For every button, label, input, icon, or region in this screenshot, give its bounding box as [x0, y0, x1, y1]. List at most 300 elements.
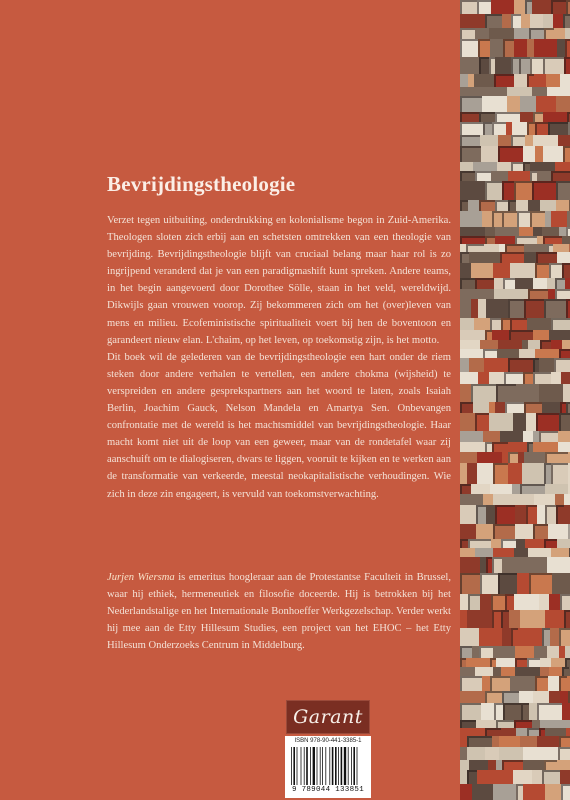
photo-building-block	[544, 539, 557, 548]
photo-building-block	[485, 747, 499, 760]
bio-text: is emeritus hoogleraar aan de Protestantse Faculteit in Brussel, waar hij ethiek, hermeneutiek en filosofie doceerde. Hij is betrokken bij het Nederlandstalige en het Internationale Bonhoeffer Werkgezelschap. Verder werkt hij mee aan de Etty Hillesum Studies, een project van het EHOC – het Etty Hillesum Onderzoeks Centrum in Middelburg.	[107, 572, 451, 652]
photo-building-block	[493, 667, 501, 676]
photo-building-block	[565, 39, 570, 57]
photo-building-block	[519, 227, 533, 236]
photo-building-block	[555, 494, 564, 505]
photo-building-block	[565, 28, 570, 39]
photo-building-block	[515, 289, 528, 299]
photo-building-block	[559, 676, 567, 691]
barcode-bar	[313, 747, 315, 785]
photo-building-block	[533, 372, 551, 384]
photo-building-block	[523, 760, 544, 770]
photo-building-block	[467, 736, 492, 747]
photo-building-block	[542, 770, 560, 784]
photo-building-block	[517, 573, 529, 594]
photo-building-block	[511, 162, 523, 171]
photo-building-block	[460, 548, 475, 557]
barcode-bar	[351, 747, 352, 785]
photo-building-block	[540, 720, 557, 728]
photo-building-block	[535, 146, 543, 162]
photo-building-block	[460, 57, 479, 74]
photo-building-block	[460, 318, 474, 330]
photo-building-block	[525, 0, 532, 14]
photo-building-block	[561, 784, 570, 800]
photo-building-block	[471, 484, 490, 494]
photo-building-block	[504, 372, 523, 384]
photo-building-block	[460, 573, 480, 594]
photo-building-block	[565, 646, 570, 658]
photo-building-block	[566, 299, 570, 318]
photo-building-block	[522, 463, 544, 484]
photo-building-block	[490, 318, 501, 330]
photo-building-block	[460, 667, 475, 676]
photo-building-block	[532, 770, 542, 784]
barcode-bar	[335, 747, 337, 785]
photo-building-block	[515, 658, 527, 667]
photo-building-block	[535, 263, 549, 278]
photo-building-block	[551, 372, 561, 384]
photo-building-block	[499, 736, 520, 747]
barcode-bar	[338, 747, 339, 785]
barcode-bar	[291, 747, 292, 785]
photo-building-block	[491, 539, 501, 548]
photo-building-block	[514, 0, 525, 14]
photo-building-block	[491, 0, 514, 14]
photo-building-block	[554, 28, 565, 39]
photo-building-block	[500, 431, 523, 442]
photo-building-block	[532, 720, 540, 728]
photo-building-block	[528, 289, 548, 299]
photo-building-block	[564, 57, 570, 74]
photo-building-block	[511, 628, 518, 646]
photo-building-block	[460, 557, 480, 573]
photo-building-block	[482, 211, 492, 227]
photo-building-block	[492, 442, 508, 452]
photo-building-block	[544, 463, 551, 484]
photo-building-block	[545, 452, 568, 463]
photo-building-block	[502, 181, 514, 200]
photo-building-block	[486, 299, 508, 318]
photo-building-block	[472, 784, 493, 800]
photo-building-block	[498, 135, 511, 146]
photo-building-block	[530, 57, 543, 74]
photo-building-block	[550, 628, 559, 646]
photo-building-block	[535, 676, 548, 691]
photo-building-block	[536, 252, 557, 263]
barcode-bar	[344, 747, 346, 785]
photo-building-block	[523, 372, 533, 384]
photo-building-block	[548, 122, 568, 135]
photo-building-block	[493, 463, 508, 484]
photo-building-block	[527, 318, 551, 330]
photo-building-block	[477, 0, 491, 14]
photo-building-block	[460, 691, 485, 703]
photo-building-block	[476, 524, 493, 539]
photo-building-block	[566, 402, 570, 413]
barcode-bar	[293, 747, 295, 785]
photo-building-block	[460, 96, 482, 112]
photo-building-block	[485, 227, 495, 236]
photo-building-block	[485, 330, 492, 340]
photo-building-block	[502, 760, 523, 770]
barcode-bar	[325, 747, 326, 785]
photo-building-block	[479, 200, 495, 211]
photo-building-block	[551, 340, 562, 349]
photo-building-block	[495, 236, 515, 244]
photo-building-block	[521, 703, 529, 720]
photo-building-block	[525, 539, 544, 548]
book-title: Bevrijdingstheologie	[107, 172, 296, 196]
photo-building-block	[477, 452, 502, 463]
photo-building-block	[495, 57, 511, 74]
photo-building-block	[560, 691, 568, 703]
photo-building-block	[523, 431, 533, 442]
barcode-bar	[332, 747, 334, 785]
photo-building-block	[498, 146, 523, 162]
photo-building-block	[493, 494, 513, 505]
photo-building-block	[545, 784, 561, 800]
barcode-bar	[304, 747, 305, 785]
photo-building-block	[536, 96, 556, 112]
photo-building-block	[502, 14, 511, 28]
photo-building-block	[474, 211, 482, 227]
photo-building-block	[564, 494, 570, 505]
photo-building-block	[511, 14, 521, 28]
photo-building-block	[505, 402, 524, 413]
photo-building-block	[539, 431, 558, 442]
photo-building-block	[555, 278, 565, 289]
photo-building-block	[539, 594, 549, 610]
photo-building-block	[479, 112, 495, 122]
photo-building-block	[497, 162, 511, 171]
photo-building-block	[471, 299, 478, 318]
photo-building-block	[460, 200, 468, 211]
photo-building-block	[460, 594, 468, 610]
barcode-bar	[297, 747, 298, 785]
photo-building-block	[492, 330, 509, 340]
photo-building-block	[533, 691, 549, 703]
photo-building-block	[557, 539, 570, 548]
photo-building-block	[479, 646, 493, 658]
photo-building-block	[493, 784, 516, 800]
photo-building-block	[540, 658, 551, 667]
photo-building-block	[514, 181, 532, 200]
photo-building-block	[460, 14, 485, 28]
photo-building-block	[460, 452, 477, 463]
photo-building-block	[509, 610, 520, 628]
photo-building-block	[558, 747, 570, 760]
photo-building-block	[563, 14, 570, 28]
photo-building-block	[520, 484, 545, 494]
barcode-bar	[322, 747, 323, 785]
favela-photo	[460, 0, 570, 800]
photo-building-block	[559, 413, 570, 431]
publisher-logo	[286, 700, 370, 734]
photo-building-block	[491, 594, 505, 610]
photo-building-block	[512, 122, 527, 135]
photo-building-block	[501, 610, 509, 628]
barcode-bar	[306, 747, 308, 785]
photo-building-block	[543, 236, 562, 244]
photo-building-block	[513, 770, 532, 784]
photo-building-block	[496, 384, 516, 402]
photo-building-block	[556, 96, 570, 112]
photo-building-block	[530, 14, 543, 28]
photo-building-block	[460, 135, 480, 146]
photo-building-block	[471, 384, 496, 402]
photo-building-block	[485, 728, 501, 736]
photo-building-block	[501, 667, 515, 676]
photo-building-block	[551, 0, 566, 14]
photo-building-block	[566, 728, 570, 736]
photo-building-block	[520, 96, 536, 112]
photo-building-block	[535, 349, 559, 358]
photo-building-block	[483, 87, 507, 96]
photo-building-block	[481, 146, 498, 162]
blurb-paragraph-1: Verzet tegen uitbuiting, onderdrukking en kolonialisme begon in Zuid-Amerika. Theologen sloten zich erbij aan en schetsten omtrekken van een theologie van bevrijding. Bevrijdingstheologie blijft van cruciaal belang maar haar rol is zo ingrijpend veranderd dat je van een paradigmashift kunt spreken. Andere teams, in het begin aangevoerd door Dorothee Sölle, staan in het veld, wereldwijd. Dikwijls gaan vrouwen voorop. Zij bekommeren zich om het (over)leven van mens en milieu. Ecofeministische spiritualiteit voert bij hen de boventoon en garandeert nieuw elan. L'chaim, op het leven, op toekomstig zijn, is het motto.	[107, 215, 451, 346]
photo-building-block	[473, 162, 497, 171]
photo-building-block	[540, 340, 551, 349]
photo-building-block	[502, 557, 527, 573]
photo-building-block	[562, 340, 570, 349]
barcode-bars	[291, 747, 365, 785]
photo-building-block	[536, 413, 559, 431]
photo-building-block	[515, 524, 533, 539]
photo-building-block	[508, 442, 527, 452]
photo-building-block	[562, 263, 570, 278]
photo-building-block	[494, 74, 514, 87]
photo-building-block	[562, 703, 570, 720]
photo-building-block	[473, 402, 489, 413]
photo-building-block	[533, 524, 548, 539]
blurb	[107, 212, 451, 503]
photo-building-block	[499, 747, 523, 760]
photo-building-block	[475, 667, 493, 676]
photo-building-block	[460, 505, 476, 524]
photo-building-block	[475, 171, 491, 181]
photo-building-block	[489, 372, 504, 384]
photo-building-block	[460, 299, 471, 318]
photo-building-block	[493, 646, 515, 658]
photo-building-block	[530, 162, 555, 171]
photo-building-block	[566, 0, 570, 14]
photo-building-block	[529, 573, 552, 594]
photo-building-block	[478, 39, 490, 57]
photo-building-block	[529, 703, 537, 720]
photo-building-block	[534, 39, 557, 57]
photo-building-block	[483, 494, 493, 505]
photo-building-block	[482, 676, 490, 691]
photo-building-block	[475, 28, 489, 39]
photo-building-block	[557, 252, 570, 263]
photo-building-block	[559, 628, 570, 646]
photo-building-block	[467, 747, 485, 760]
photo-building-block	[555, 162, 570, 171]
photo-building-block	[537, 171, 551, 181]
photo-building-block	[496, 720, 514, 728]
photo-building-block	[559, 349, 570, 358]
photo-building-block	[527, 74, 534, 87]
photo-building-block	[558, 135, 570, 146]
photo-building-block	[562, 236, 570, 244]
photo-building-block	[460, 211, 474, 227]
photo-building-block	[460, 431, 483, 442]
photo-building-block	[563, 384, 570, 402]
photo-building-block	[501, 728, 516, 736]
photo-building-block	[555, 289, 570, 299]
photo-building-block	[505, 594, 514, 610]
photo-building-block	[560, 594, 570, 610]
photo-building-block	[530, 171, 537, 181]
photo-building-block	[562, 667, 569, 676]
photo-building-block	[460, 784, 472, 800]
photo-building-block	[556, 200, 569, 211]
author-bio	[107, 569, 451, 654]
photo-building-block	[492, 211, 502, 227]
photo-building-block	[514, 74, 527, 87]
photo-building-block	[484, 358, 508, 372]
photo-building-block	[460, 463, 467, 484]
photo-building-block	[502, 691, 519, 703]
photo-building-block	[543, 14, 553, 28]
photo-building-block	[490, 676, 510, 691]
photo-building-block	[549, 263, 562, 278]
photo-building-block	[517, 211, 530, 227]
photo-building-block	[548, 524, 568, 539]
photo-building-block	[508, 463, 522, 484]
photo-building-block	[483, 122, 492, 135]
photo-building-block	[469, 252, 490, 263]
barcode-bar	[320, 747, 321, 785]
photo-building-block	[460, 162, 473, 171]
photo-building-block	[549, 667, 562, 676]
photo-building-block	[507, 96, 520, 112]
photo-building-block	[548, 289, 555, 299]
photo-building-block	[483, 349, 497, 358]
photo-building-block	[557, 720, 570, 728]
photo-building-block	[515, 646, 534, 658]
photo-building-block	[539, 747, 558, 760]
photo-building-block	[514, 720, 532, 728]
barcode-bar	[310, 747, 311, 785]
photo-building-block	[489, 28, 514, 39]
photo-building-block	[460, 372, 478, 384]
photo-building-block	[533, 330, 549, 340]
photo-building-block	[466, 244, 484, 252]
photo-building-block	[551, 211, 567, 227]
photo-building-block	[460, 770, 467, 784]
photo-building-block	[560, 74, 570, 87]
photo-building-block	[490, 252, 500, 263]
photo-building-block	[551, 463, 568, 484]
author-name: Jurjen Wiersma	[107, 572, 175, 583]
photo-building-block	[460, 74, 468, 87]
photo-building-block	[493, 524, 515, 539]
photo-building-block	[492, 736, 499, 747]
photo-building-block	[533, 227, 542, 236]
photo-building-block	[468, 539, 491, 548]
photo-building-block	[460, 146, 481, 162]
photo-building-block	[534, 646, 547, 658]
photo-building-block	[460, 442, 485, 452]
photo-building-block	[460, 402, 473, 413]
photo-building-block	[495, 505, 515, 524]
photo-building-block	[484, 244, 499, 252]
photo-building-block	[528, 340, 540, 349]
photo-building-block	[460, 539, 468, 548]
photo-building-block	[537, 505, 545, 524]
barcode	[285, 736, 371, 798]
photo-building-block	[551, 318, 570, 330]
photo-building-block	[528, 548, 551, 557]
photo-building-block	[476, 505, 486, 524]
photo-building-block	[525, 135, 533, 146]
photo-building-block	[468, 594, 480, 610]
photo-building-block	[510, 263, 535, 278]
photo-building-block	[524, 244, 547, 252]
photo-building-block	[543, 146, 563, 162]
photo-building-block	[507, 87, 532, 96]
photo-building-block	[460, 494, 483, 505]
photo-building-block	[524, 299, 544, 318]
photo-building-block	[502, 628, 511, 646]
photo-building-block	[519, 691, 533, 703]
blurb-paragraph-2: Dit boek wil de gelederen van de bevrijdingstheologie een hart onder de riem steken door andere verhalen te vertellen, een andere chokma (wijsheid) te verspreiden en andere gesprekspartners aan het woord te laten, zoals Isaiah Berlin, Joachim Gauck, Nelson Mandela en Amartya Sen. Onbevangen confrontatie met de wereld is het machtsmiddel van bevrijdingstheologie. Haar macht komt niet uit de loop van een geweer, maar van de rondetafel waar zij aanschuift om te dialogiseren, dwars te liggen, vooruit te kijken en te werken aan de transformatie van verkeerde, meestal neokapitalistische verhoudingen. Wie zich in deze zin engageert, is vervuld van toekomstverwachting.	[107, 351, 451, 500]
photo-building-block	[534, 74, 546, 87]
photo-building-block	[508, 452, 518, 463]
photo-building-block	[512, 484, 520, 494]
photo-building-block	[516, 384, 539, 402]
photo-building-block	[503, 39, 514, 57]
barcode-number: 9 789044 133851	[291, 786, 364, 794]
photo-building-block	[552, 573, 570, 594]
photo-building-block	[539, 358, 554, 372]
photo-building-block	[479, 628, 502, 646]
photo-building-block	[514, 594, 539, 610]
photo-building-block	[495, 112, 520, 122]
photo-building-block	[542, 628, 550, 646]
photo-building-block	[565, 278, 570, 289]
photo-building-block	[495, 402, 505, 413]
photo-building-block	[489, 413, 513, 431]
photo-building-block	[460, 610, 467, 628]
photo-building-block	[485, 14, 502, 28]
photo-building-block	[460, 703, 481, 720]
photo-building-block	[557, 39, 565, 57]
photo-building-block	[467, 770, 477, 784]
photo-building-block	[460, 720, 476, 728]
photo-building-block	[520, 736, 537, 747]
photo-building-block	[503, 278, 515, 289]
photo-building-block	[497, 349, 519, 358]
photo-building-block	[565, 760, 570, 770]
photo-building-block	[460, 122, 483, 135]
photo-building-block	[514, 28, 529, 39]
photo-building-block	[542, 402, 560, 413]
barcode-bar	[317, 747, 318, 785]
photo-building-block	[533, 112, 543, 122]
photo-building-block	[491, 171, 508, 181]
photo-building-block	[543, 112, 567, 122]
photo-building-block	[503, 703, 521, 720]
photo-building-block	[460, 676, 482, 691]
photo-building-block	[508, 200, 516, 211]
photo-building-block	[565, 658, 570, 667]
photo-building-block	[515, 236, 537, 244]
photo-building-block	[467, 463, 477, 484]
photo-building-block	[515, 278, 533, 289]
photo-building-block	[516, 539, 525, 548]
